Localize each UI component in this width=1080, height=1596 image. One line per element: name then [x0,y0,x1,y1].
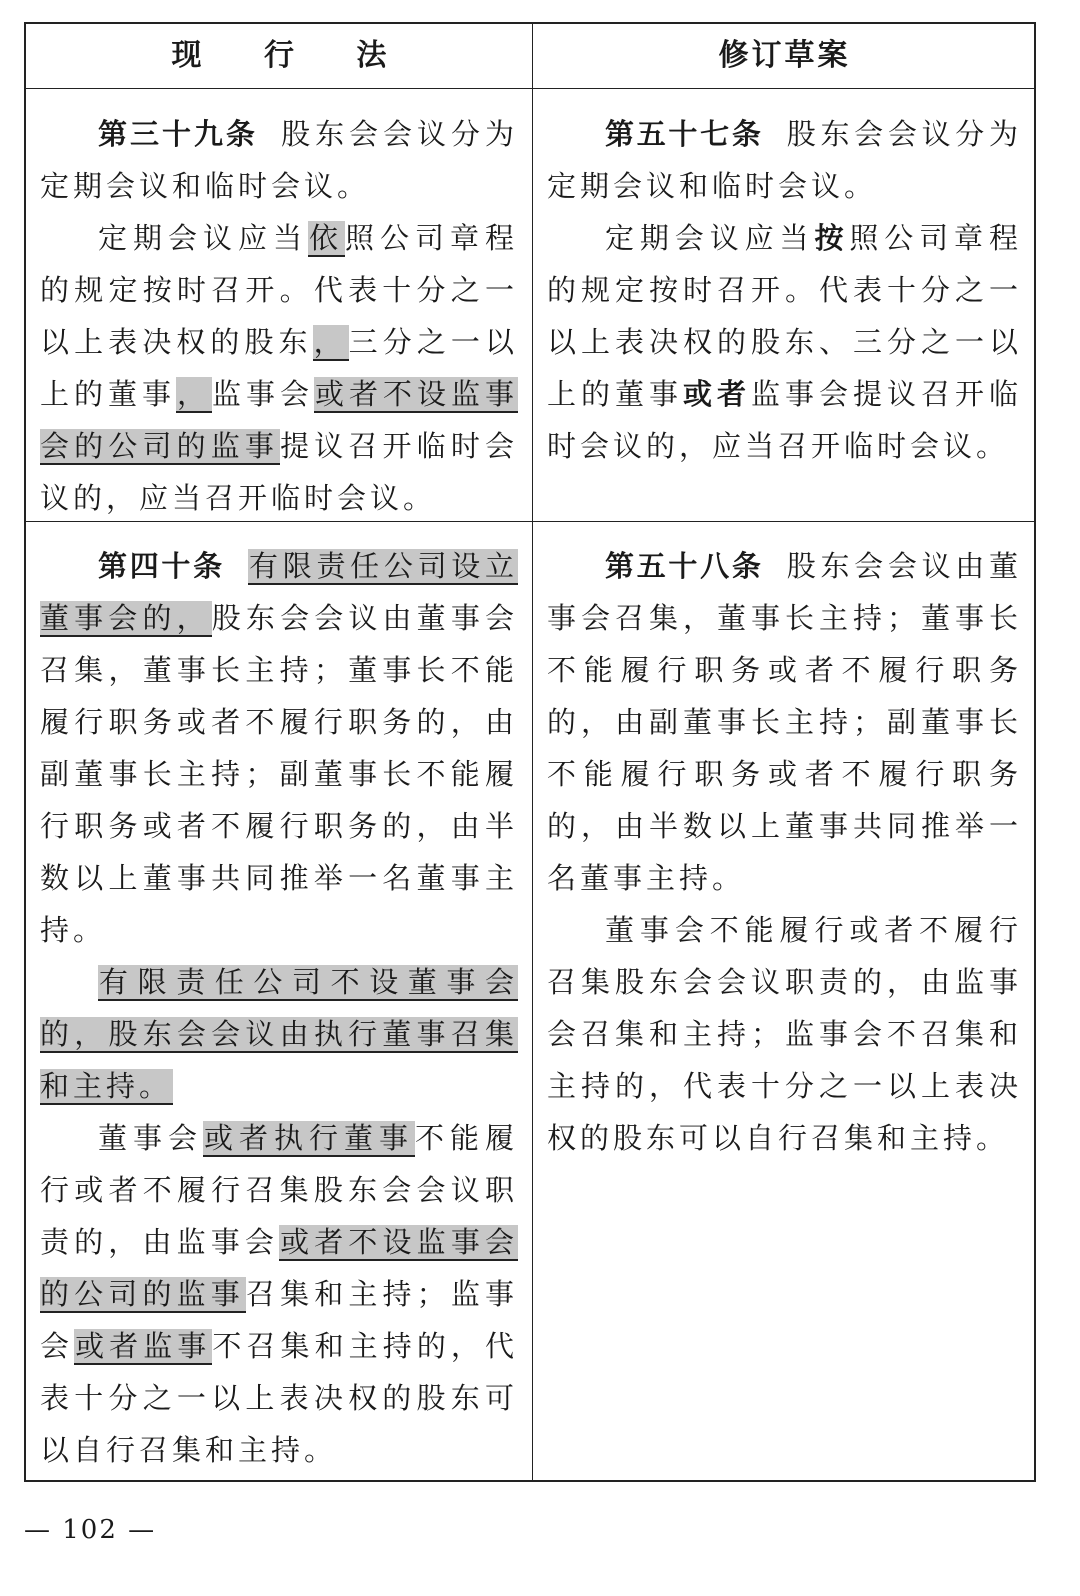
highlight-deleted: 或者不设监事会的公司的监事 [40,377,518,463]
text: 定期会议应当 [98,221,308,255]
cell-article-57 [533,108,1036,472]
text: 监事会提议召开临时会议的，应当召开临时会议。 [547,377,1022,463]
text: 不召集和主持的，代表十分之一以上表决权的股东可以自行召集和主持。 [40,1329,518,1467]
highlight-deleted: 或者执行董事 [204,1121,414,1155]
paragraph [40,212,518,524]
cell-article-58 [533,540,1036,1164]
text: 股东会会议由董事会召集，董事长主持；董事长不能履行职务或者不履行职务的，由副董事长主持；副董事长不能履行职务或者不履行职务的，由半数以上董事共同推举一名董事主持。 [40,601,518,947]
text: 照公司章程的规定按时召开。代表十分之一以上表决权的股东 [40,221,518,359]
article-number: 第三十九条 [98,117,258,151]
paragraph [40,540,518,956]
text: 股东会会议分为定期会议和临时会议。 [40,117,518,203]
text: 照公司章程的规定按时召开。代表十分之一以上表决权的股东、三分之一以上的董事 [547,221,1022,411]
comparison-table [24,22,1036,1482]
paragraph [547,108,1022,212]
highlight-deleted: ， [176,377,211,411]
bold-added: 或者 [683,377,751,411]
article-number: 第四十条 [98,549,225,583]
paragraph [40,1112,518,1476]
page-number: — 102 — [24,1515,157,1545]
cell-article-40 [26,540,532,1476]
text: 董事会不能履行或者不履行召集股东会会议职责的，由监事会召集和主持；监事会不召集和主持的，代表十分之一以上表决权的股东可以自行召集和主持。 [547,913,1022,1155]
paragraph [547,540,1022,904]
highlight-deleted: 依 [308,221,344,255]
bold-added: 按 [814,221,850,255]
paragraph [547,212,1022,472]
highlight-deleted: 有限责任公司设立董事会的， [40,549,518,635]
highlight-deleted: 有限责任公司不设董事会的，股东会会议由执行董事召集和主持。 [40,965,518,1103]
paragraph [40,108,518,212]
text: 提议召开临时会议的，应当召开临时会议。 [40,429,518,515]
header-divider [26,88,1034,89]
paragraph [547,904,1022,1164]
cell-article-39 [26,108,532,524]
text: 不能履行或者不履行召集股东会会议职责的，由监事会 [40,1121,518,1259]
text: 监事会 [211,377,314,411]
text: 召集和主持；监事会 [40,1277,518,1363]
text: 股东会会议分为定期会议和临时会议。 [547,117,1022,203]
highlight-deleted: 或者监事 [75,1329,212,1363]
text: 三分之一以上的董事 [40,325,518,411]
header-revised-draft: 修订草案 [718,38,851,73]
text: 股东会会议由董事会召集，董事长主持；董事长不能履行职务或者不履行职务的，由副董事长主持；副董事长不能履行职务或者不履行职务的，由半数以上董事共同推举一名董事主持。 [547,549,1022,895]
header-current-law: 现 行 法 [171,38,413,73]
text: 定期会议应当 [605,221,815,255]
highlight-deleted: 或者不设监事会的公司的监事 [40,1225,518,1311]
text: 董事会 [98,1121,203,1155]
paragraph [40,956,518,1112]
article-number: 第五十八条 [605,549,764,583]
highlight-deleted: ， [313,325,348,359]
article-number: 第五十七条 [605,117,764,151]
